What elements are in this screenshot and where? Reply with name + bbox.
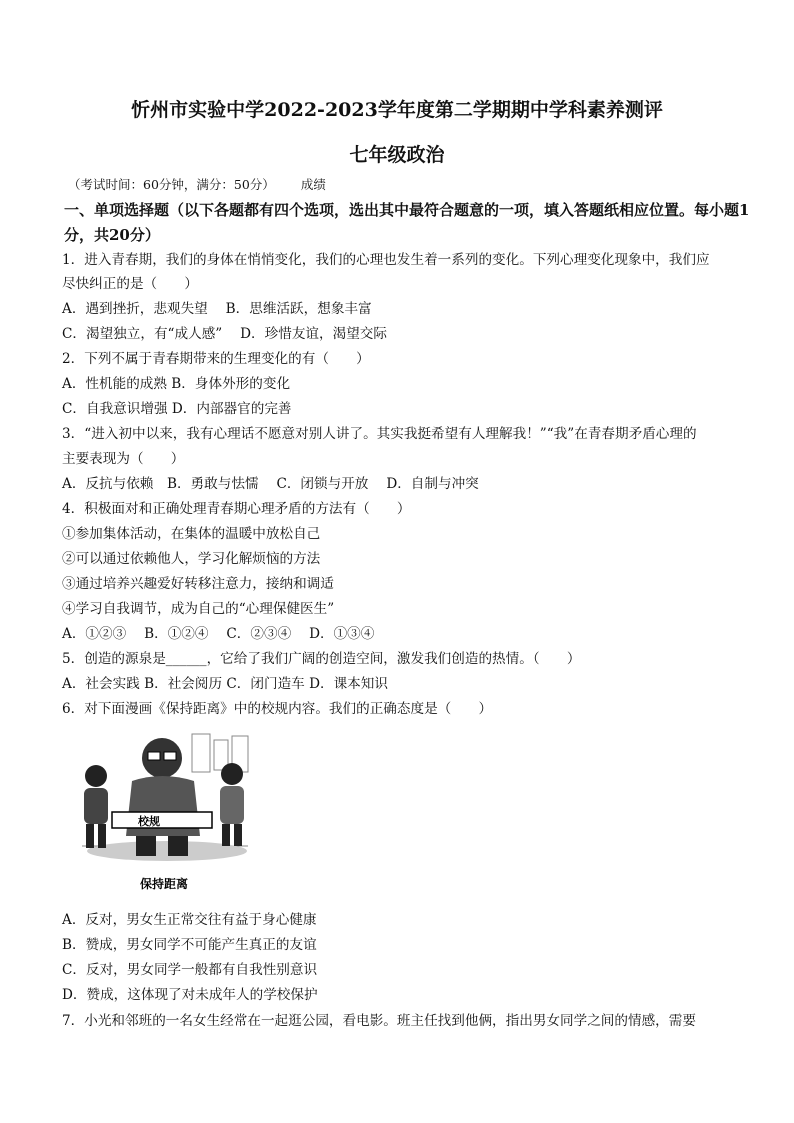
exam-info xyxy=(68,175,326,193)
exam-info-text: （考试时间：60分钟，满分：50分） xyxy=(68,177,275,192)
question-line: ④学习自我调节，成为自己的“心理保健医生” xyxy=(62,601,335,617)
question-line: B．赞成，男女同学不可能产生真正的友谊 xyxy=(62,937,317,953)
question-line: 7．小光和邻班的一名女生经常在一起逛公园，看电影。班主任找到他俩，指出男女同学之间的情感，需要 xyxy=(62,1013,696,1029)
question-line: ①参加集体活动，在集体的温暖中放松自己 xyxy=(62,526,321,542)
question-line: 6．对下面漫画《保持距离》中的校规内容。我们的正确态度是（ ） xyxy=(62,701,493,717)
question-line: C．渴望独立，有“成人感” D．珍惜友谊，渴望交际 xyxy=(62,326,387,342)
question-line: A．性机能的成熟 B．身体外形的变化 xyxy=(62,376,291,392)
question-line: A．反对，男女生正常交往有益于身心健康 xyxy=(62,912,317,928)
question-line: 4．积极面对和正确处理青春期心理矛盾的方法有（ ） xyxy=(62,501,411,517)
exam-title: 忻州市实验中学2022-2023学年度第二学期期中学科素养测评 xyxy=(131,99,663,121)
question-line: ③通过培养兴趣爱好转移注意力，接纳和调适 xyxy=(62,576,334,592)
score-label: 成绩 xyxy=(300,177,326,192)
question-line: D．赞成，这体现了对未成年人的学校保护 xyxy=(62,987,318,1003)
question-line: 主要表现为（ ） xyxy=(62,451,185,467)
question-line: C．自我意识增强 D．内部器官的完善 xyxy=(62,401,292,417)
cartoon-figure xyxy=(72,726,258,896)
cartoon-caption: 保持距离 xyxy=(140,877,189,891)
question-line: 3．“进入初中以来，我有心理话不愿意对别人讲了。其实我挺希望有人理解我！”“我”在青春期矛盾心理的 xyxy=(62,426,697,442)
question-line: ②可以通过依赖他人，学习化解烦恼的方法 xyxy=(62,551,321,567)
question-line: A．遇到挫折，悲观失望 B．思维活跃，想象丰富 xyxy=(62,301,372,317)
question-line: 5．创造的源泉是______，它给了我们广阔的创造空间，激发我们创造的热情。（ ） xyxy=(62,651,581,667)
question-line: C．反对，男女同学一般都有自我性别意识 xyxy=(62,962,318,978)
cartoon-illustration xyxy=(72,726,258,896)
question-line: 1．进入青春期，我们的身体在悄悄变化，我们的心理也发生着一系列的变化。下列心理变化现象中，我们应 xyxy=(62,252,710,268)
exam-subtitle: 七年级政治 xyxy=(349,144,445,166)
question-line: 尽快纠正的是（ ） xyxy=(62,276,198,292)
question-line: 2．下列不属于青春期带来的生理变化的有（ ） xyxy=(62,351,370,367)
question-line: A．反抗与依赖 B．勇敢与怯懦 C．闭锁与开放 D．自制与冲突 xyxy=(62,476,479,492)
question-line: A．①②③ B．①②④ C．②③④ D．①③④ xyxy=(62,626,375,642)
cartoon-board-text: 校规 xyxy=(138,815,160,828)
section-heading: 一、单项选择题（以下各题都有四个选项，选出其中最符合题意的一项，填入答题纸相应位置。每小题1分，共20分） xyxy=(64,201,750,244)
question-line: A．社会实践 B．社会阅历 C．闭门造车 D．课本知识 xyxy=(62,676,388,692)
